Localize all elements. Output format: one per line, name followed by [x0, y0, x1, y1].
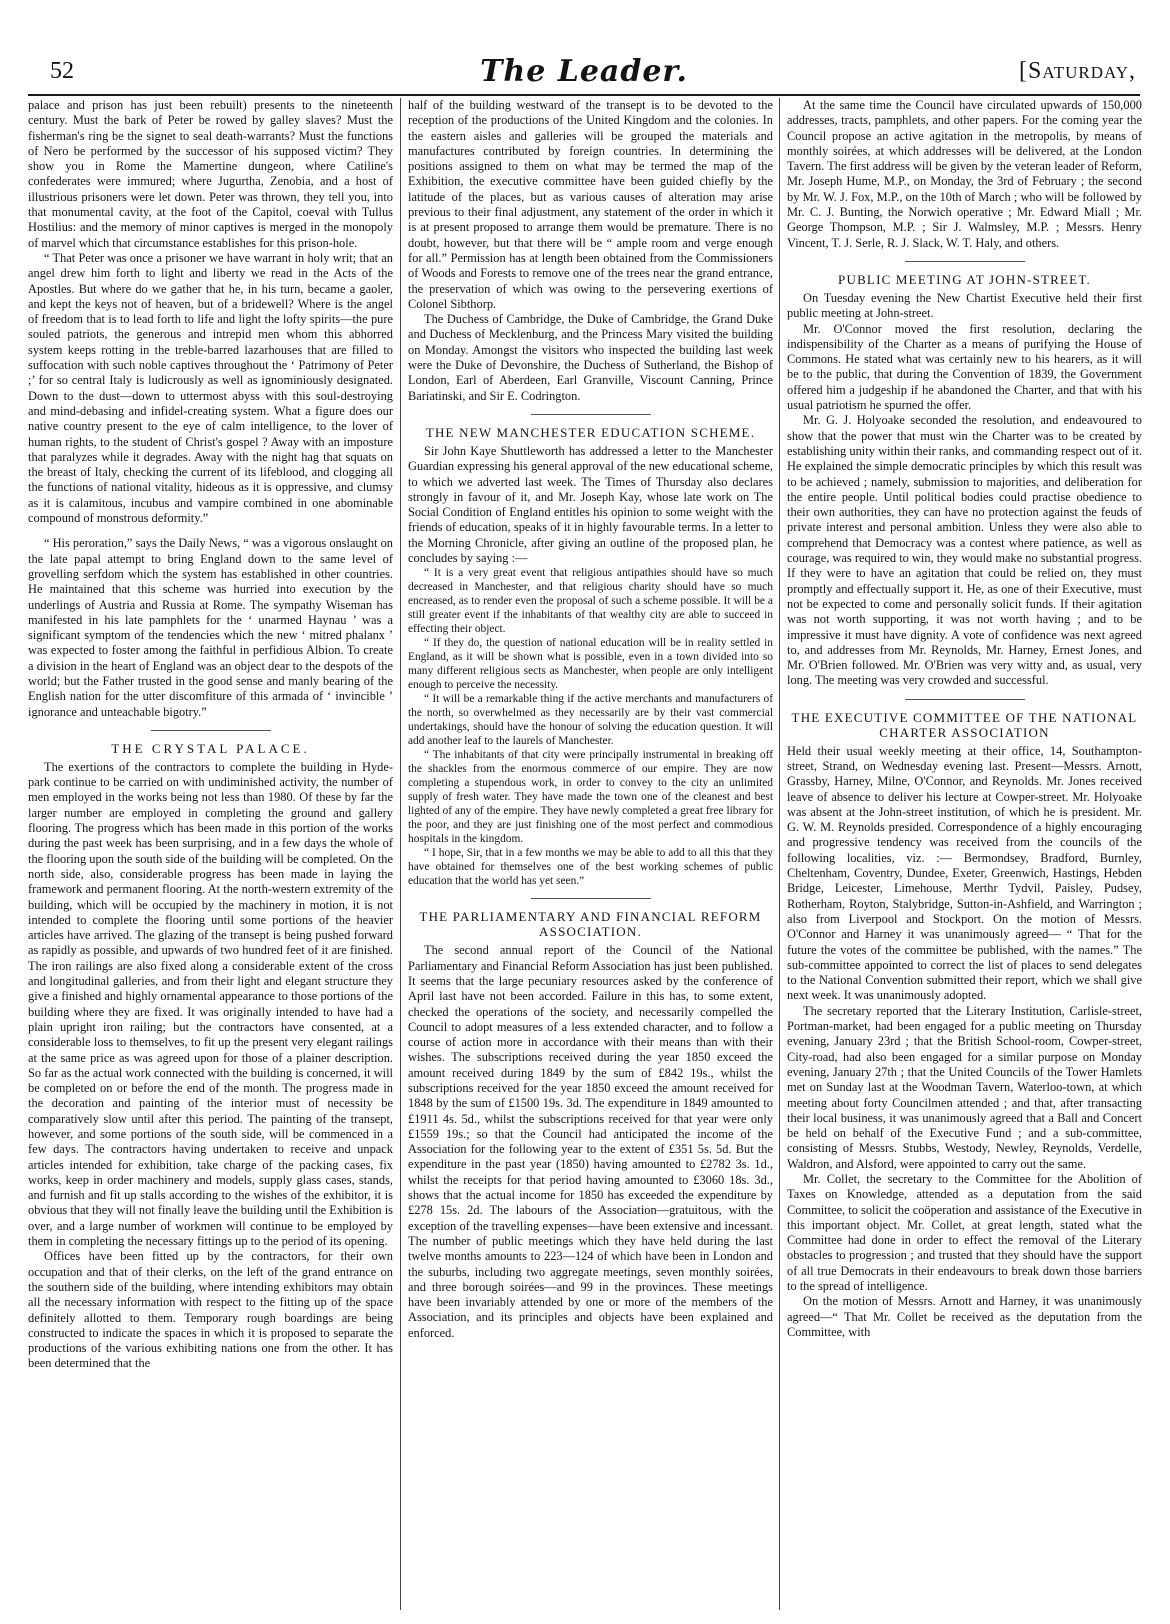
paragraph: “ That Peter was once a prisoner we have warrant in holy writ; that an angel drew him forth to light and liberty we read in the Acts of the Apostles. But where do we gather that he, in his turn, became a gaoler, and kept the keys not of heaven, but of a bridewell? Where is the angel of freedom that is to lead forth to life and light the lofty spirits—the pure souled patriots, the generous and intrepid men whom this abhorred system keeps rotting in the treble-barred lazarhouses that are filled to suffocation with such noble captives throughout the ‘ Patrimony of Peter ;’ for so central Italy is ludicrously as well as ignominiously designated. Down to the dust—down to uttermost abyss with this soul-destroying and mind-debasing and infidel-creating system. What a figure does our native country present to the eye of calm intelligence, to the lover of human rights, to the student of Christ's gospel ? Away with an imposture that paralyzes while it degrades. Away with the night hag that squats on the breast of Italy, checking the current of its lifeblood, and clogging all the functions of national vitality, hideous as it is oppressive, and clumsy as it is calamitous, incubus and vampire combined in one abominable compound of monstrous deformity.” — [28, 250, 393, 526]
paragraph: Mr. G. J. Holyoake seconded the resolution, and endeavoured to show that the power that must win the Charter was to be created by establishing unity within their ranks, and commanding respect out of it. He explained the simple democratic principles by which this result was to be achieved ; namely, submission to majorities, and deliberation for the entire people. Until political bodies could practise obedience to their own authorities, they can have no protection against the feuds of private interest and personal ambition. Unless they were also able to comprehend that Democracy was a contest where patience, as well as courage, was required to win, they would make no substantial progress. If they were to have an agitation that could be relied on, they must promptly and effectually support it. He, as one of their Executive, must not be expected to come and personally solicit funds. If their agitation was not worth supporting, it was not worth having ; and to be impressive it must have dignity. A vote of confidence was next agreed to, and addresses from Mr. Reynolds, Mr. Harney, Ernest Jones, and Mr. O'Brien followed. Mr. O'Brien was very witty and, as usual, very long. The meeting was very crowded and successful. — [787, 413, 1142, 688]
section-divider — [905, 699, 1025, 700]
paragraph: Sir John Kaye Shuttleworth has addressed a letter to the Manchester Guardian expressing his general approval of the new educational scheme, to which we adverted last week. The Times of Thursday also declares strongly in favour of it, and Mr. Joseph Kay, whose late work on The Social Condition of England entitles his opinion to some weight with the friends of education, speaks of it in highly favourable terms. In a letter to the Morning Chronicle, after giving an outline of the proposed plan, he concludes by saying :— — [408, 443, 773, 566]
paragraph: Mr. O'Connor moved the first resolution, declaring the indispensibility of the Charter as a means of purifying the House of Commons. He stated what was certainly new to his hearers, as it will be to the public, that during the Convention of 1839, the Government offered him a judgeship if he abandoned the Charter, and that with his usual patriotism he spurned the offer. — [787, 321, 1142, 413]
paragraph: At the same time the Council have circulated upwards of 150,000 addresses, tracts, pamphlets, and other papers. For the coming year the Council propose an active agitation in the metropolis, by means of monthly soirées, at which addresses will be delivered, at the London Tavern. The first address will be given by the veteran leader of Reform, Mr. Joseph Hume, M.P., on Monday, the 3rd of February ; the second by Mr. W. J. Fox, M.P., on the 10th of March ; who will be followed by Mr. C. J. Bunting, the Norwich operative ; Mr. Edward Miall ; Mr. George Thompson, M.P. ; Sir J. Walmsley, M.P. ; Messrs. Henry Vincent, T. J. Serle, R. J. Slack, W. T. Haly, and others. — [787, 98, 1142, 250]
quote-paragraph: “ It is a very great event that religious antipathies should have so much decreased in Manchester, and that religious charity should have so much encreased, as to render even the proposal of such a scheme possible. It will be a still greater event if the inhabitants of that wealthy city are able to succeed in effecting their object. — [408, 567, 773, 636]
page-number: 52 — [50, 58, 74, 84]
heading-public-meeting: PUBLIC MEETING AT JOHN-STREET. — [838, 271, 1091, 287]
heading-executive-committee: THE EXECUTIVE COMMITTEE OF THE NATIONAL CHARTER ASSOCIATION — [791, 709, 1138, 740]
heading-parliamentary-reform: THE PARLIAMENTARY AND FINANCIAL REFORM ASSOCIATION. — [419, 909, 762, 940]
column-2 — [408, 98, 773, 1610]
quote-paragraph: “ If they do, the question of national education will be in reality settled in England, as it will be shown what is possible, even in a town divided into so many different religious sects as Manchester, when people are only intelligent enough to perceive the necessity. — [408, 637, 773, 692]
paragraph: The exertions of the contractors to complete the building in Hyde-park continue to be carried on with undiminished activity, the number of men employed in the works being not less than 1980. Of these by far the larger number are employed in completing the ground and gallery flooring. The progress which has been made in this portion of the works during the past week has been surprising, and in a few days the whole of the flooring upon the south side of the building will be completed. On the north side, also, considerable progress has been made in laying the framework and permanent flooring. At the north-western extremity of the building, which will be occupied by the machinery in motion, it is not intended to complete the flooring until some portions of the heavier articles have arrived. The glazing of the transept is being pushed forward as rapidly as possible, and upwards of two hundred feet of it are finished. The iron railings are also fixed along a considerable extent of the cross and longitudinal galleries, and from their light and elegant structure they give a finished and highly ornamental appearance to those portions of the building where they are fixed. It was originally intended to have had a plain upright iron railing; but the contractors have consented, at a considerable loss to themselves, to fit up the present very elegant railings at the same price as was agreed upon for those of a plainer description. So far as the actual work connected with the building is concerned, it will be completed on or before the end of the month. The progress made in the decoration and painting of the interior must of necessity be comparatively slow until after this period. The painting of the transept, however, and some portions of the south side, will be commenced in a few days. The contractors having undertaken to receive and unpack articles intended for exhibition, take charge of the packing cases, fix works, keep in order machinery and models, supply glass cases, stands, and furnish and fit up stalls according to the wishes of the exhibitor, it is obvious that they will not finally leave the building until the Exhibition is over, and a large number of workmen will continue to be employed by them in completing the necessary fittings up to the period of its opening. — [28, 759, 393, 1249]
heading-manchester-education: THE NEW MANCHESTER EDUCATION SCHEME. — [425, 424, 756, 440]
masthead — [28, 54, 1140, 96]
paragraph: Offices have been fitted up by the contractors, for their own occupation and that of their clerks, on the left of the grand entrance on the southern side of the building, where intending exhibitors may obtain all the necessary information with respect to the fitting up of the space definitely allotted to them. Temporary rough boardings are being constructed to indicate the spaces in which it is proposed to separate the productions of the various exhibiting nations one from the other. It has been determined that the — [28, 1249, 393, 1371]
paragraph: The second annual report of the Council of the National Parliamentary and Financial Reform Association has just been published. It seems that the large pecuniary resources asked by the conference of April last have not been accorded. Failure in this has, to some extent, checked the operations of the society, and necessarily compelled the Council to adopt measures of a less extended character, and to follow a course of action more in accordance with their means than with their wishes. The subscriptions received during the year 1850 exceed the amount received during 1849 by the sum of £842 19s., whilst the subscriptions received for the year 1850 exceed the amount received for 1848 by the sum of £1500 19s. 3d. The expenditure in 1849 amounted to £1911 4s. 5d., whilst the subscriptions received for that year were only £1559 19s.; so that the Council had anticipated the income of the Association for the following year to the extent of £351 5s. 5d. But the expenditure in the past year (1850) having amounted to £2782 3s. 1d., whilst the receipts for that period having amounted to £3060 18s. 3d., shows that the actual income for 1850 has exceeded the expenditure by £278 15s. 2d. The labours of the Association—gratuitous, with the exception of the travelling expenses—have been extensive and incessant. The number of public meetings which they have held during the last twelve months amounts to 223—124 of which have been in London and the suburbs, including two aggregate meetings, seven monthly soirées, and three borough soirées—and 99 in the provinces. These meetings have been invariably attended by one or more of the members of the Association, and its principles and objects have been explained and enforced. — [408, 943, 773, 1340]
column-3 — [787, 98, 1142, 1610]
section-divider — [531, 414, 651, 415]
column-divider — [400, 98, 401, 1610]
column-1 — [28, 98, 393, 1610]
paragraph: Mr. Collet, the secretary to the Committee for the Abolition of Taxes on Knowledge, attended as a deputation from the said Committee, to solicit the coöperation and assistance of the Executive in this important object. Mr. Collet, at great length, stated what the Committee had done in order to effect the removal of the Literary obstacles to progression ; and trusted that they should have the support of all true Democrats in their endeavours to break down those barriers to the spread of intelligence. — [787, 1172, 1142, 1294]
paragraph: Held their usual weekly meeting at their office, 14, Southampton-street, Strand, on Wednesday evening last. Present—Messrs. Arnott, Grassby, Harney, Milne, O'Connor, and Reynolds. Mr. Jones received leave of absence to deliver his lecture at Cowper-street. Mr. Holyoake was absent at the John-street institution, of which he is president. Mr. G. W. M. Reynolds presided. Correspondence of a highly encouraging and progressive tendency was received from the councils of the following localities, viz. :— Bermondsey, Bradford, Burnley, Cheltenham, Coventry, Dundee, Exeter, Greenwich, Hastings, Hebden Bridge, Leicester, Limehouse, Merthr Tydvil, Paisley, Pudsey, Rotherham, Royton, Stalybridge, Sutton-in-Ashfield, and Warrington ; also from Liverpool and Stockport. On the motion of Messrs. O'Connor and Harney it was unanimously agreed— “ That for the future the votes of the committee be published, with the names.” The sub-committee appointed to correct the list of places to send delegates to the National Convention submitted their report, which we shall give next week. It was unanimously adopted. — [787, 743, 1142, 1003]
quote-paragraph: “ It will be a remarkable thing if the active merchants and manufacturers of the north, so overwhelmed as they necessarily are by their vast commercial undertakings, should have the honour of solving the education question. It will add another leaf to the laurels of Manchester. — [408, 693, 773, 748]
section-divider — [905, 261, 1025, 262]
paragraph: “ His peroration,” says the Daily News, “ was a vigorous onslaught on the late papal attempt to bring England down to the same level of grovelling serfdom which the system has established in other countries. He maintained that this scheme was hurried into execution by the underlings of Austria and Russia at Rome. The sympathy Wiseman has manifested in his late pamphlets for the ‘ unarmed Haynau ’ was a significant symptom of the tendencies which the new ‘ mitred phalanx ’ was expected to foster among the faithful in perfidious Albion. To create a division in the heart of England was an object dear to the despots of the world; but the Father trusted in the good sense and manly bearing of the English nation for the utter discomfiture of this armada of ‘ invincible ’ ignorance and unteachable bigotry.” — [28, 536, 393, 719]
column-divider — [779, 98, 780, 1610]
heading-crystal-palace: THE CRYSTAL PALACE. — [111, 740, 310, 756]
paragraph: The Duchess of Cambridge, the Duke of Cambridge, the Grand Duke and Duchess of Mecklenburg, and the Princess Mary visited the building on Monday. Amongst the visitors who inspected the building last week were the Duke of Devonshire, the Duchess of Sutherland, the Bishop of London, Earl of Aberdeen, Earl Granville, Viscount Canning, Prince Bariatinski, and Sir E. Codrington. — [408, 312, 773, 403]
paragraph: On Tuesday evening the New Chartist Executive held their first public meeting at John-street. — [787, 290, 1142, 321]
newspaper-title: The Leader. — [480, 54, 688, 89]
quote-paragraph: “ I hope, Sir, that in a few months we may be able to add to all this that they have obtained for themselves one of the best working schemes of public education that the world has yet seen.” — [408, 847, 773, 888]
paragraph: The secretary reported that the Literary Institution, Carlisle-street, Portman-market, had been engaged for a public meeting on Thursday evening, January 23rd ; that the British School-room, Cowper-street, City-road, had also been engaged for a similar purpose on Monday evening, January 27th ; that the United Councils of the Tower Hamlets met on Sunday last at the Woodman Tavern, Waterloo-town, at which meeting about forty Councilmen attended ; and that, after transacting their local business, it was unanimously agreed that a Ball and Concert be held on behalf of the Executive Fund ; and a sub-committee, consisting of Messrs. Stubbs, Westody, Newley, Reynolds, Verdelle, Waldron, and Alsford, were appointed to carry out the same. — [787, 1003, 1142, 1171]
quote-paragraph: “ The inhabitants of that city were principally instrumental in breaking off the shackles from the enormous commerce of our empire. They are now completing a stupendous work, in order to convey to the city an unlimited supply of fresh water. They have made the town one of the cleanest and best lighted of any of the empire. They have newly completed a great free library for the poor, and they are just finishing one of the most perfect and commodious hospitals in the kingdom. — [408, 749, 773, 846]
section-divider — [151, 730, 271, 731]
issue-day: [Saturday, — [1018, 58, 1136, 84]
section-divider — [531, 898, 651, 899]
paragraph: half of the building westward of the transept is to be devoted to the reception of the productions of the United Kingdom and the colonies. In the eastern aisles and galleries will be grouped the materials and manufactures contributed by foreign countries. In determining the positions assigned to them on what may be termed the map of the Exhibition, the executive committee have been guided chiefly by the latitude of the places, but as various causes of alteration may arise previous to their final adjustment, any statement of the order in which it is at present proposed to arrange them would be premature. There is no doubt, however, but that there will be “ ample room and verge enough for all.” Permission has at length been obtained from the Commissioners of Woods and Forests to remove one of the trees near the grand entrance, the preservation of which was owing to the persevering exertions of Colonel Sibthorp. — [408, 98, 773, 311]
paragraph: On the motion of Messrs. Arnott and Harney, it was unanimously agreed—“ That Mr. Collet be received as the deputation from the Committee, with — [787, 1294, 1142, 1339]
paragraph: palace and prison has just been rebuilt) presents to the nineteenth century. Must the bark of Peter be rowed by galley slaves? Must the fisherman's ring be the signet to seal death-warrants? Must the functions of Nero be performed by the successor of his supposed victim? They show you in Rome the Mamertine dungeon, where Catiline's confederates were immured; where Jugurtha, Zenobia, and a host of illustrious prisoners were let down. Peter was thrown, they tell you, into that monumental cavity, at the foot of the Capitol, coeval with Tullus Hostilius: and the memory of minor captives is merged in the monopoly of marvel which that circumstance establishes for this prison-hole. — [28, 98, 393, 250]
